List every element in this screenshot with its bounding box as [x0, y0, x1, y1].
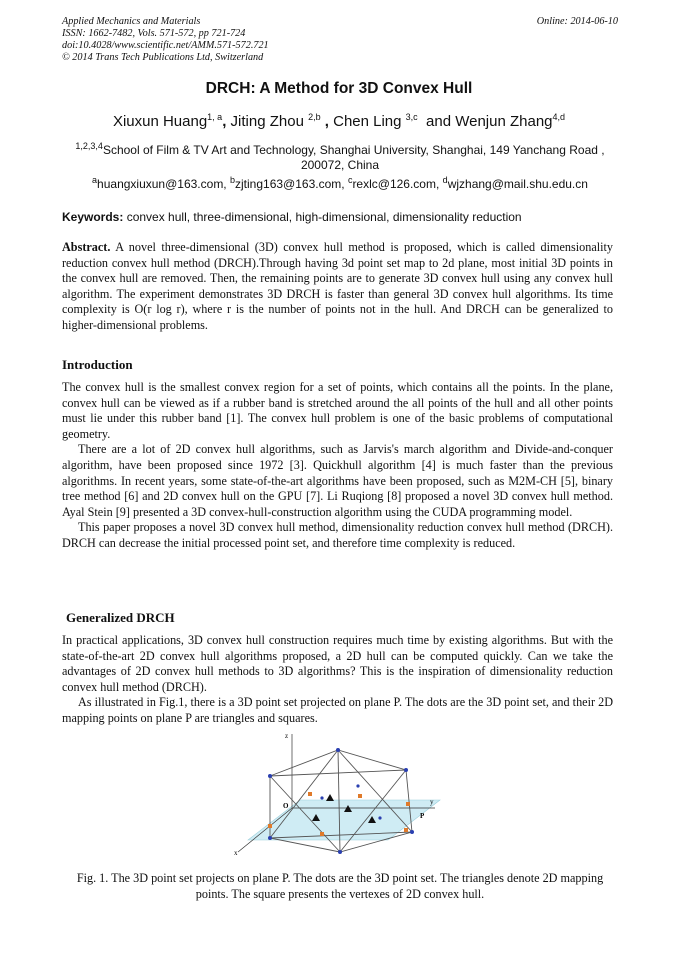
paragraph: The convex hull is the smallest convex region for a set of points, which contains all the points. In the plane, convex hull can be viewed as if a rubber band is stretched around the all points of the hull and all other points must lie under this rubber band [1]. The convex hull problem is one of the basic problems of computational geometry.: [62, 380, 613, 441]
author-separator: ,: [324, 113, 329, 130]
author-superscript: 4,d: [552, 112, 566, 122]
affiliation-superscript: 1,2,3,4: [75, 141, 103, 151]
author-name: Xiuxun Huang: [112, 113, 208, 130]
generalized-body: [62, 633, 613, 727]
author-superscript: 3,c: [405, 112, 418, 122]
abstract-label: Abstract.: [62, 240, 111, 254]
abstract: [62, 240, 613, 334]
paragraph: In practical applications, 3D convex hull construction requires much time by existing algorithms. But with the state-of-the-art 2D convex hull algorithms proposed, a 2D hull can be computed quickly. Can we take the advantages of 2D convex hull methods to 3D algorithms? This is the inspiration of dimensionality reduction convex hull method (DRCH).: [62, 633, 613, 694]
author-name: Chen Ling: [333, 113, 402, 130]
keywords-text: convex hull, three-dimensional, high-dimensional, dimensionality reduction: [126, 210, 522, 224]
paragraph: There are a lot of 2D convex hull algorithms, such as Jarvis's march algorithm and Divide-and-conquer algorithm, have been proposed since 1972 [3]. Quickhull algorithm [4] is much faster than the previous algorithms. In recent years, some state-of-the-art algorithms have been proposed, such as M2M-CH [5], binary tree method [6] and 2D convex hull on the GPU [7]. Li Ruqiong [8] proposed a novel 3D convex hull method. Ayal Stein [9] presented a 3D convex-hull-construction algorithm using the CUDA programming model.: [62, 442, 613, 519]
introduction-body: [62, 380, 613, 552]
online-date: Online: 2014-06-10: [536, 16, 618, 27]
abstract-text: A novel three-dimensional (3D) convex hull method is proposed, which is called dimensionality reduction convex hull method (DRCH).Through having 3d point set map to 2d plane, most initial 3D points in the convex hull are removed. Then, the remaining points are to generate 3D convex hull using any convex hull algorithm. The experiment demonstrates 3D DRCH is faster than general 3D convex hull algorithms. Its time complexity is O(r log r), where r is the number of points not in the hull. And DRCH can be generalized to higher-dimensional problems.: [62, 240, 613, 332]
origin-label: O: [283, 802, 289, 810]
copyright-line: © 2014 Trans Tech Publications Ltd, Switzerland: [62, 52, 264, 63]
email-list: [62, 175, 618, 191]
plane-label: P: [420, 812, 425, 820]
email-address: zjting163@163.com,: [235, 177, 345, 191]
introduction-heading: Introduction: [62, 357, 133, 372]
email-superscript: b: [230, 175, 236, 185]
author-separator: and: [426, 113, 452, 130]
journal-name: Applied Mechanics and Materials: [62, 16, 201, 27]
paragraph: As illustrated in Fig.1, there is a 3D point set projected on plane P. The dots are the 3D point set, and their 2D mapping points on plane P are triangles and squares.: [62, 695, 613, 725]
email-superscript: d: [442, 175, 448, 185]
figure-caption: Fig. 1. The 3D point set projects on plane P. The dots are the 3D point set. The triangles denote 2D mapping points. The square presents the vertexes of 2D convex hull.: [76, 871, 604, 901]
paragraph: This paper proposes a novel 3D convex hull method, dimensionality reduction convex hull method (DRCH). DRCH can decrease the initial processed point set, and therefore time complexity is reduced.: [62, 520, 613, 550]
author-list: [0, 112, 678, 130]
generalized-heading: Generalized DRCH: [66, 610, 175, 625]
z-axis-label: z: [285, 732, 289, 740]
figure-convex-hull-projection: [230, 728, 450, 864]
running-header: [62, 16, 618, 64]
email-address: rexlc@126.com,: [352, 177, 440, 191]
paper-title: DRCH: A Method for 3D Convex Hull: [205, 80, 473, 97]
doi-line: doi:10.4028/www.scientific.net/AMM.571-572.721: [62, 40, 269, 51]
affiliation-text: School of Film & TV Art and Technology, Shanghai University, Shanghai, 149 Yanchang Road , 200072, China: [102, 143, 605, 172]
keywords: [62, 210, 618, 224]
email-address: huangxiuxun@163.com,: [97, 177, 227, 191]
x-axis-label: x: [234, 849, 238, 857]
email-superscript: a: [92, 175, 98, 185]
author-name: Jiting Zhou: [230, 113, 304, 130]
author-superscript: 2,b: [308, 112, 321, 122]
email-superscript: c: [347, 175, 353, 185]
issn-line: ISSN: 1662-7482, Vols. 571-572, pp 721-724: [62, 28, 246, 39]
affiliation: [62, 139, 618, 173]
email-address: wjzhang@mail.shu.edu.cn: [447, 177, 588, 191]
author-name: Wenjun Zhang: [455, 113, 553, 130]
author-separator: ,: [222, 113, 227, 130]
keywords-label: Keywords:: [62, 210, 124, 224]
author-superscript: 1, a: [207, 112, 223, 122]
y-axis-label: y: [430, 798, 434, 806]
